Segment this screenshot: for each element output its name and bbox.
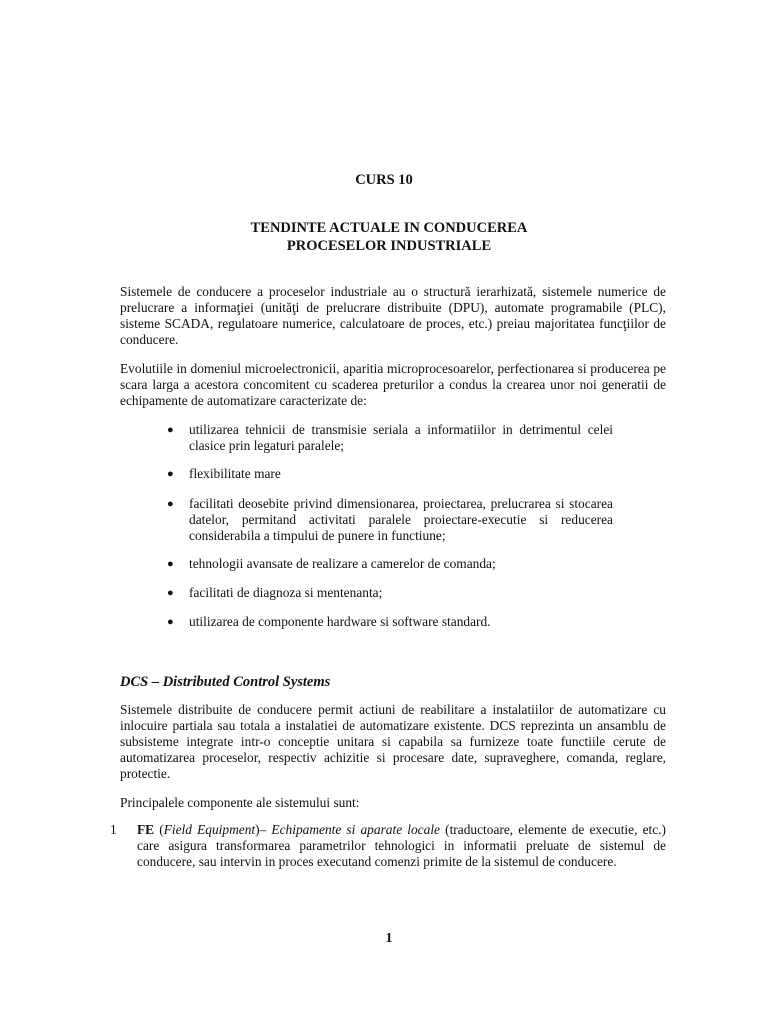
bullet-icon: ● (167, 558, 174, 570)
bullet-icon: ● (167, 616, 174, 628)
document-title (0, 219, 768, 255)
dcs-paragraph-1: Sistemele distribuite de conducere permit actiuni de reabilitare a instalatiilor de automatizare cu inlocuire partiala sau totala a instalatiei de automatizare existente. DCS reprezinta un ansamblu de subsisteme integrate intr-o conceptie unitara si capabila sa furnizeze toate functiile cerute de automatizarea proceselor, respectiv achizitie si procesare date, supraveghere, comanda, reglare, protectie. (120, 702, 666, 781)
list-item-text: tehnologii avansate de realizare a camerelor de comanda; (189, 556, 496, 571)
component-expansion: Field Equipment (163, 822, 256, 837)
list-item (167, 466, 613, 482)
list-item (167, 422, 613, 454)
intro-paragraph-2: Evolutiile in domeniul microelectronicii, aparitia microprocesoarelor, perfectionarea si producerea pe scara larga a acestora concomitent cu scaderea preturilor a condus la crearea unor noi generatii de echipamente de automatizare caracterizate de: (120, 361, 666, 408)
bullet-icon: ● (167, 424, 174, 436)
component-item-fe (110, 822, 666, 870)
component-details: (traductoare, elemente de executie, etc.) care asigura transformarea parametrilor tehnologici in informatii preluate de sistemul de conducere, sau intervin in proces executand comenzi primite de la sistemul de conducere. (137, 822, 666, 869)
component-number: 1 (110, 822, 117, 837)
document-title-line-1: TENDINTE ACTUALE IN CONDUCEREA (250, 220, 528, 236)
component-open-paren: ( (154, 822, 164, 837)
document-title-line-2: PROCESELOR INDUSTRIALE (286, 238, 492, 254)
list-item-text: facilitati de diagnoza si mentenanta; (189, 585, 383, 600)
component-abbreviation: FE (137, 822, 155, 837)
intro-paragraph-1: Sistemele de conducere a proceselor industriale au o structură ierarhizată, sistemele numerice de prelucrare a informaţiei (unităţi de prelucrare distribuite (DPU), automate programabile (PLC), sisteme SCADA, regulatoare numerice, calculatoare de proces, etc.) preiau majoritatea funcţiilor de conducere. (120, 284, 666, 347)
list-item (167, 614, 613, 630)
page-number: 1 (385, 931, 393, 946)
section-heading-dcs: DCS – Distributed Control Systems (120, 674, 331, 690)
list-item (167, 556, 613, 572)
bullet-icon: ● (167, 498, 174, 510)
course-title: CURS 10 (355, 172, 413, 188)
list-item-text: utilizarea tehnicii de transmisie seriala a informatiilor in detrimentul celei clasice prin legaturi paralele; (189, 422, 613, 453)
list-item-text: utilizarea de componente hardware si software standard. (189, 614, 491, 629)
list-item-text: flexibilitate mare (189, 466, 281, 481)
list-item (167, 585, 613, 601)
bullet-icon: ● (167, 468, 174, 480)
bullet-icon: ● (167, 587, 174, 599)
list-item-text: facilitati deosebite privind dimensionarea, proiectarea, prelucrarea si stocarea datelor, permitand activitati paralele proiectare-executie si reducerea considerabila a timpului de punere in functiune; (189, 496, 613, 543)
dcs-paragraph-2: Principalele componente ale sistemului sunt: (120, 795, 360, 810)
list-item (167, 496, 613, 544)
component-title: Echipamente si aparate locale (271, 822, 440, 837)
component-close-paren: )– (255, 822, 272, 837)
component-description (137, 822, 666, 870)
